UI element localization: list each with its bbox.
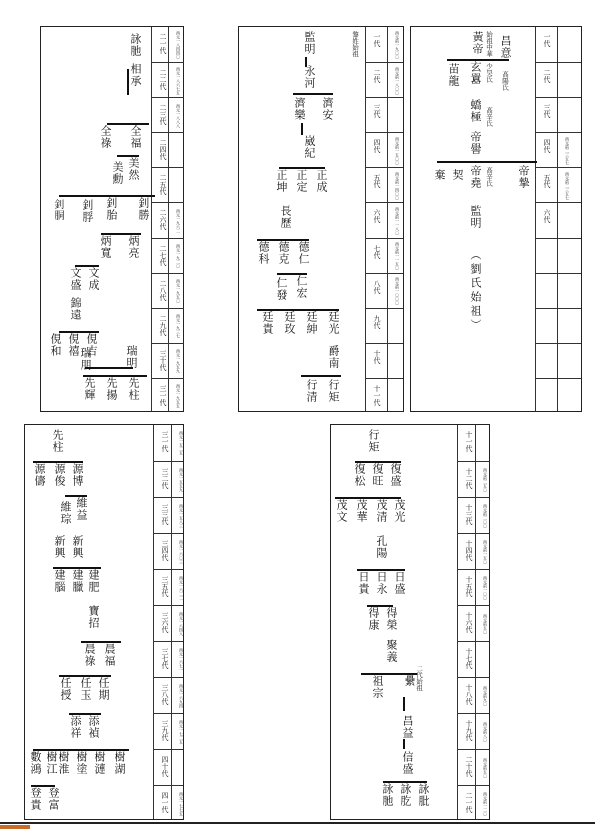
ancestor-name: 釗胴	[52, 199, 63, 221]
generation-row	[457, 713, 489, 749]
founder-note: 黎姓始祖	[351, 31, 359, 57]
generation-row	[535, 238, 581, 273]
generation-date-note: 西元一六七一	[179, 648, 184, 672]
generation-date-note: 西元前一八〇〇	[395, 66, 400, 95]
generation-date-note: 西元一九三七	[176, 314, 181, 339]
generation-label: 三二代	[161, 468, 169, 489]
ancestor-name: 炳亮	[127, 235, 140, 259]
ancestor-name: 日盛	[393, 571, 406, 595]
generation-date-note: 西元一九五〇	[176, 279, 181, 304]
ancestor-name: 復松	[353, 463, 366, 487]
generation-row	[365, 202, 403, 237]
generation-label: 三三代	[161, 504, 169, 525]
generation-row	[153, 461, 183, 497]
generation-date-note	[170, 135, 181, 166]
generation-row	[457, 533, 489, 569]
ancestor-name: 登富	[47, 787, 60, 811]
ancestor-name: 樹湖	[113, 751, 126, 775]
ancestor-name: 信盛	[401, 751, 414, 775]
ancestor-name: 全福	[129, 125, 142, 149]
generation-label: 十一代	[373, 384, 381, 406]
generation-row	[535, 97, 581, 132]
generation-date-note	[559, 311, 570, 342]
ancestor-name: 樹江	[45, 751, 58, 775]
generation-label: 十四代	[465, 540, 473, 561]
generation-row	[153, 605, 183, 641]
generation-row	[457, 497, 489, 533]
ancestor-name: 詠肔	[381, 783, 394, 807]
generation-date-note	[559, 205, 570, 236]
ancestor-name: 先柱	[51, 429, 64, 453]
generation-row	[151, 238, 184, 273]
generation-row	[457, 677, 489, 713]
generation-date-note: 西元一九六二	[176, 208, 181, 233]
ancestor-name: 玄囂	[469, 61, 482, 85]
generation-date-note: 西元前一一八〇	[395, 206, 400, 235]
ancestor-name: 美然	[127, 157, 140, 181]
generation-date-note: 西元一六九四	[179, 684, 184, 708]
generation-label: 三一代	[161, 431, 169, 452]
generation-date-note: 西元前二三五七	[565, 136, 570, 165]
ancestor-name: 苗龍	[447, 63, 460, 87]
generation-label: 九代	[373, 314, 381, 329]
ancestor-name: 復旺	[371, 463, 384, 487]
ancestor-name: 文盛	[69, 267, 82, 291]
generation-row	[457, 749, 489, 785]
ancestor-name: 瑞朋	[79, 347, 92, 371]
generation-date-note: 西元一六四八	[179, 612, 184, 636]
generation-label: 四一代	[161, 792, 169, 813]
ancestor-name: 添祥	[69, 715, 82, 739]
ancestor-name: 黃帝	[471, 31, 484, 55]
ancestor-name: 錦遠	[69, 297, 82, 321]
generation-label: 二代	[543, 69, 551, 84]
generation-label: 二九代	[159, 314, 167, 336]
ancestor-name: 長歷	[279, 205, 292, 229]
ancestor-name: 先揚	[105, 377, 118, 401]
ancestor-name: 茂文	[335, 499, 348, 523]
generation-label: 十五代	[465, 576, 473, 597]
ancestor-name: 源儔	[33, 463, 46, 487]
generation-row	[151, 132, 184, 167]
generation-label: 二五代	[159, 174, 167, 196]
generation-date-note: 西元一七七五	[179, 792, 184, 816]
generation-date-note	[477, 644, 488, 676]
ancestor-name: 先輝	[83, 377, 96, 401]
generation-label: 四代	[373, 139, 381, 154]
generation-row	[153, 533, 183, 569]
ancestor-name: 建腦	[53, 569, 66, 593]
generation-date-note	[559, 346, 570, 377]
generation-row	[365, 273, 403, 308]
ancestor-name: 釗脬	[81, 199, 94, 223]
generation-date-note	[389, 346, 400, 377]
footer-accent	[0, 825, 30, 829]
generation-label: 六代	[543, 209, 551, 224]
ancestor-name: 樹塗	[75, 751, 88, 775]
ancestor-name: 契	[451, 169, 464, 181]
ancestor-name: 炳寬	[99, 235, 112, 259]
generation-date-note: 西元一六〇三	[179, 540, 184, 564]
generation-row	[365, 308, 403, 343]
ancestor-name: 正坤	[275, 169, 288, 193]
ancestor-name: 詠肶	[417, 783, 430, 807]
ancestor-name: 得康	[367, 607, 380, 631]
generation-row	[365, 378, 403, 413]
ancestor-name: 帝堯	[469, 165, 482, 189]
generation-row	[535, 273, 581, 308]
generation-row	[151, 62, 184, 97]
ancestor-name: 任玉	[79, 677, 92, 701]
generation-date-note	[477, 427, 488, 459]
generation-date-note: 西元前一四〇〇	[395, 171, 400, 200]
generation-date-note: 西元一六二二	[179, 576, 184, 600]
generation-date-note: 西元前一五〇	[483, 540, 488, 564]
generation-row	[457, 641, 489, 677]
ancestor-name: 行清	[305, 379, 318, 403]
generation-date-note: 西元前一一五〇	[395, 242, 400, 271]
generation-date-note	[559, 241, 570, 272]
generation-row	[535, 202, 581, 237]
ancestor-name: 德科	[257, 241, 270, 265]
ancestor-name: 廷玫	[283, 311, 296, 335]
ancestor-name: 德仁	[297, 241, 310, 265]
generation-date-note: 西元一八六七五	[176, 66, 181, 95]
generation-label: 五代	[373, 174, 381, 189]
generation-row	[535, 343, 581, 378]
ancestor-name: 蟜極	[469, 99, 482, 123]
ancestor-name: 爵南	[327, 345, 340, 369]
ancestor-name: 濟樂	[293, 97, 306, 121]
lineage-line	[437, 161, 537, 163]
ancestor-name: 德克	[277, 241, 290, 265]
generation-date-note: 西元一八四四〇	[176, 30, 181, 59]
lineage-line	[403, 739, 405, 749]
generation-date-note: 西元一九二〇	[176, 244, 181, 269]
ancestor-name: 相承	[129, 63, 142, 87]
ancestor-name: 聚義	[385, 639, 398, 663]
generation-label: 三九代	[161, 720, 169, 741]
page-footer-rule	[0, 822, 595, 832]
generation-label: 二十代	[465, 756, 473, 777]
generation-date-note	[559, 29, 570, 60]
generation-label: 八代	[373, 279, 381, 294]
ancestor-name: 任期	[97, 677, 110, 701]
ancestor-name: 登貴	[29, 787, 42, 811]
ancestor-name: 茂華	[355, 499, 368, 523]
generation-row	[365, 167, 403, 202]
generation-date-note: 西元前一九〇〇	[395, 30, 400, 59]
generation-date-note: 西元前一二〇	[483, 792, 488, 816]
generation-row	[153, 749, 183, 785]
generation-row	[457, 461, 489, 497]
ancestor-name: 監明	[303, 31, 316, 55]
generation-label: 二四代	[159, 139, 167, 161]
generation-label: 三十代	[159, 349, 167, 371]
ancestor-name: 俔和	[49, 333, 62, 357]
ancestor-name: 詠肔	[129, 33, 142, 57]
generation-label: 十八代	[465, 684, 473, 705]
generation-label: 四代	[543, 139, 551, 154]
title-note: 少昊氏	[485, 63, 493, 83]
generation-label: 三代	[543, 104, 551, 119]
generation-row	[151, 273, 184, 308]
generation-row	[535, 132, 581, 167]
ancestor-name: 昌意	[499, 35, 512, 59]
ancestor-name: 日永	[375, 571, 388, 595]
generation-row	[365, 238, 403, 273]
generation-date-note: 西元前五〇	[483, 614, 488, 634]
ancestor-name: 廷光	[327, 311, 340, 335]
generation-label: 十三代	[465, 504, 473, 525]
generation-label: 二六代	[159, 209, 167, 231]
generation-row	[151, 343, 184, 378]
generation-label: 十二代	[465, 468, 473, 489]
ancestor-name: 仁發	[275, 277, 288, 301]
ancestor-name: 釗勝	[137, 197, 150, 221]
generation-date-note	[559, 65, 570, 96]
generation-date-note	[170, 170, 181, 201]
generation-date-note	[559, 381, 570, 412]
generation-row	[151, 202, 184, 237]
generation-row	[365, 132, 403, 167]
genealogy-panel-1	[40, 26, 184, 412]
ancestor-name: 祖宗	[371, 675, 384, 699]
generation-row	[151, 308, 184, 343]
ancestor-name: 俔吉	[85, 333, 98, 357]
ancestor-name: 廷紳	[305, 311, 318, 335]
title-note: 高辛氏	[485, 167, 493, 187]
ancestor-name: 行矩	[367, 429, 380, 453]
generation-label: 三七代	[161, 648, 169, 669]
ancestor-name: 帝嚳	[469, 131, 482, 155]
generation-label: 三五代	[161, 576, 169, 597]
ancestor-name: 復盛	[389, 463, 402, 487]
generation-date-note: 西元前二〇〇	[483, 504, 488, 528]
generation-date-note: 西元一七二五	[179, 720, 184, 744]
generation-row	[457, 785, 489, 821]
ancestor-name: 全祿	[99, 125, 112, 149]
generation-row	[151, 378, 184, 413]
ancestor-name: 晨祿	[83, 643, 96, 667]
generation-date-note: 西元前一五〇〇	[395, 136, 400, 165]
generation-label: 三六代	[161, 612, 169, 633]
generation-label: 十九代	[465, 720, 473, 741]
generation-label: 十七代	[465, 648, 473, 669]
genealogy-panel-4	[24, 424, 184, 820]
ancestor-name: 監明	[469, 205, 482, 229]
title-note: 高辛氏	[485, 107, 493, 127]
ancestor-name: 正定	[295, 169, 308, 193]
ancestor-name: 維益	[75, 497, 88, 521]
generation-row	[153, 785, 183, 821]
generation-row	[365, 62, 403, 97]
ancestor-name: 行矩	[327, 379, 340, 403]
generation-date-note	[559, 100, 570, 131]
generation-row	[153, 713, 183, 749]
lineage-line	[75, 265, 99, 267]
generation-row	[365, 27, 403, 62]
ancestor-name: 源博	[71, 463, 84, 487]
generation-label: 三八代	[161, 684, 169, 705]
generation-label: 二三代	[159, 104, 167, 126]
generation-date-note	[559, 276, 570, 307]
generation-date-note: 西元前一〇〇〇	[395, 277, 400, 306]
lineage-line	[403, 697, 405, 711]
generation-row	[151, 167, 184, 202]
generation-row	[365, 97, 403, 132]
generation-label: 一代	[543, 33, 551, 47]
ancestor-name: 建肥	[87, 569, 100, 593]
ancestor-name: 昌益	[401, 715, 414, 739]
generation-date-note: 西元一八八八	[176, 103, 181, 128]
generation-label: 十六代	[465, 612, 473, 633]
generation-row	[365, 343, 403, 378]
ancestor-name: 茂清	[375, 499, 388, 523]
ancestor-name: 日貴	[357, 571, 370, 595]
ancestor-name: 詠肐	[399, 783, 412, 807]
generation-label: 七代	[373, 244, 381, 259]
ancestor-name: 帝摯	[517, 165, 530, 189]
ancestor-name: 得榮	[385, 607, 398, 631]
generation-row	[457, 605, 489, 641]
ancestor-name: 俔禧	[67, 333, 80, 357]
founder-note: 始祖中華	[485, 31, 493, 57]
generation-row	[457, 569, 489, 605]
generation-label: 二八代	[159, 279, 167, 301]
generation-date-note: 西元前二五〇	[483, 468, 488, 492]
generation-row	[535, 167, 581, 202]
generation-label: 三一代	[159, 384, 167, 406]
title-note: 高陽氏	[501, 71, 509, 91]
ancestor-name: 晨福	[103, 643, 116, 667]
generation-row	[151, 27, 184, 62]
lineage-line	[293, 93, 333, 95]
generation-label: 四十代	[161, 756, 169, 777]
ancestor-name: 新興	[53, 535, 66, 559]
generation-label: 三代	[373, 104, 381, 119]
ancestor-name: 新興	[71, 535, 84, 559]
ancestor-name: 任授	[59, 677, 72, 701]
ancestor-name: 崴紀	[303, 135, 316, 159]
generation-label: 二一代	[465, 792, 473, 813]
ancestor-name: 樹淮	[57, 751, 70, 775]
generation-row	[535, 308, 581, 343]
ancestor-name: 建臘	[71, 569, 84, 593]
generation-label: 十代	[373, 349, 381, 364]
generation-date-note	[389, 100, 400, 131]
generation-label: 六代	[373, 209, 381, 224]
ancestor-name: 寶招	[87, 605, 100, 629]
lineage-line	[107, 123, 149, 125]
generation-row	[153, 425, 183, 461]
lineage-line	[301, 123, 303, 135]
ancestor-name: 纍	[403, 675, 416, 687]
generation-label: 一代	[373, 33, 381, 47]
genealogy-panel-5	[330, 424, 490, 820]
ancestor-name: 添禎	[87, 715, 100, 739]
generation-label: 二七代	[159, 244, 167, 266]
generation-label: 五代	[543, 174, 551, 189]
generation-row	[457, 425, 489, 461]
ancestor-name: 棄	[433, 169, 446, 181]
generation-row	[153, 677, 183, 713]
founder-note: 二代始祖	[415, 665, 423, 691]
generation-date-note: 西元前八〇	[483, 722, 488, 742]
generation-date-note: 西元一九五九	[176, 349, 181, 374]
generation-date-note: 西元前二三五七	[565, 171, 570, 200]
ancestor-name: 廷貴	[261, 311, 274, 335]
generation-row	[153, 497, 183, 533]
ancestor-name: 釗胎	[105, 197, 118, 221]
generation-label: 二二代	[159, 69, 167, 91]
generation-label: 十一代	[465, 431, 473, 452]
generation-date-note	[389, 381, 400, 412]
ancestor-name: 先柱	[127, 377, 140, 401]
ancestor-name: 維琮	[59, 501, 72, 525]
ancestor-name: 樹漣	[93, 751, 106, 775]
ancestor-name: 美勳	[111, 161, 124, 185]
ancestor-name: 源俊	[53, 463, 66, 487]
genealogy-panel-3	[410, 26, 582, 412]
generation-row	[535, 378, 581, 413]
ancestor-name: 孔陽	[375, 535, 388, 559]
note-text: （劉氏始祖）	[469, 249, 482, 333]
generation-row	[153, 569, 183, 605]
generation-row	[535, 62, 581, 97]
generation-label: 二代	[373, 69, 381, 84]
ancestor-name: 文成	[87, 267, 100, 291]
ancestor-name: 仁宏	[295, 275, 308, 299]
ancestor-name: 茂光	[393, 499, 406, 523]
generation-date-note: 西元前九〇	[483, 686, 488, 706]
generation-date-note: 西元前五〇	[483, 758, 488, 778]
generation-date-note: 西元前一〇〇	[483, 576, 488, 600]
generation-date-note	[173, 752, 184, 784]
generation-date-note: 西元一九五五	[176, 384, 181, 409]
ancestor-name: 瑞明	[125, 345, 138, 369]
generation-row	[153, 641, 183, 677]
genealogy-panel-2	[238, 26, 404, 412]
ancestor-name: 永河	[303, 65, 316, 89]
generation-date-note	[389, 311, 400, 342]
ancestor-name: 濟安	[321, 97, 334, 121]
generation-label: 三四代	[161, 540, 169, 561]
generation-row	[535, 27, 581, 62]
generation-date-note: 西元一五五九	[179, 468, 184, 492]
generation-date-note: 西元一五二五	[179, 431, 184, 455]
ancestor-name: 數鴻	[29, 751, 42, 775]
ancestor-name: 正成	[315, 169, 328, 193]
generation-row	[151, 97, 184, 132]
generation-label: 二一代	[159, 33, 167, 54]
lineage-line	[301, 375, 341, 377]
generation-date-note: 西元一五八三	[179, 504, 184, 528]
